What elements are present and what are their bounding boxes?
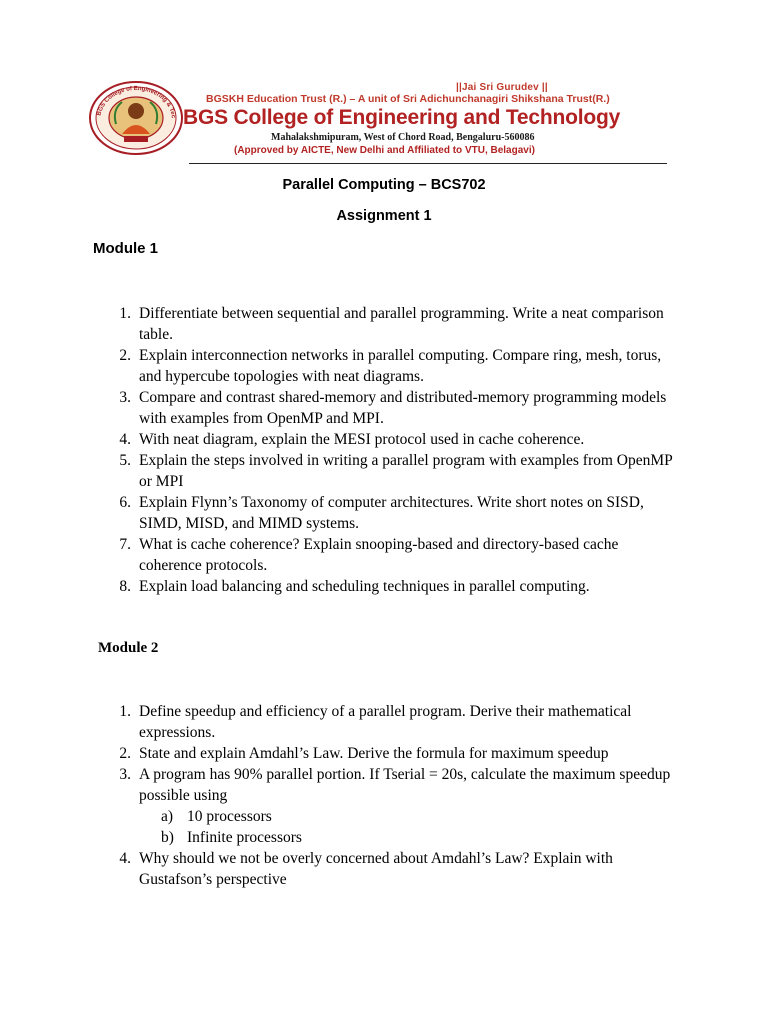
letterhead-trust: BGSKH Education Trust (R.) – A unit of Sri Adichunchanagiri Shikshana Trust(R.) xyxy=(206,93,610,105)
question-item xyxy=(113,492,673,534)
college-address: Mahalakshmipuram, West of Chord Road, Bengaluru-560086 xyxy=(271,132,535,143)
question-text: Differentiate between sequential and parallel programming. Write a neat comparison table. xyxy=(139,305,664,343)
question-text: Explain interconnection networks in parallel computing. Compare ring, mesh, torus, and hypercube topologies with neat diagrams. xyxy=(139,347,662,385)
question-text: Compare and contrast shared-memory and distributed-memory programming models with examples from OpenMP and MPI. xyxy=(139,389,667,427)
question-text: Why should we not be overly concerned about Amdahl’s Law? Explain with Gustafson’s perspective xyxy=(139,850,613,888)
college-name: BGS College of Engineering and Technology xyxy=(183,106,621,129)
question-item xyxy=(113,387,673,429)
question-item xyxy=(113,764,673,848)
question-number: 3. xyxy=(119,389,131,406)
college-approval: (Approved by AICTE, New Delhi and Affiliated to VTU, Belagavi) xyxy=(234,145,535,156)
question-number: 5. xyxy=(119,452,131,469)
question-number: 3. xyxy=(119,766,131,783)
sub-question-label: b) xyxy=(161,829,174,846)
question-item xyxy=(113,429,673,450)
question-number: 7. xyxy=(119,536,131,553)
question-item xyxy=(113,303,673,345)
question-text: A program has 90% parallel portion. If Tserial = 20s, calculate the maximum speedup possible using xyxy=(139,766,671,804)
letterhead-motto: ||Jai Sri Gurudev || xyxy=(456,82,548,93)
question-item xyxy=(113,450,673,492)
question-item xyxy=(113,534,673,576)
question-text: Explain the steps involved in writing a parallel program with examples from OpenMP or MPI xyxy=(139,452,673,490)
question-number: 1. xyxy=(119,305,131,322)
question-text: Explain Flynn’s Taxonomy of computer architectures. Write short notes on SISD, SIMD, MISD, and MIMD systems. xyxy=(139,494,644,532)
sub-question-item xyxy=(139,827,673,848)
letterhead-divider xyxy=(189,163,667,164)
college-seal-logo xyxy=(88,80,184,156)
sub-question-list xyxy=(139,806,673,848)
module-2-question-list xyxy=(113,701,673,890)
assignment-title: Assignment 1 xyxy=(336,208,432,224)
sub-question-text: 10 processors xyxy=(187,808,272,825)
question-text: Define speedup and efficiency of a parallel program. Derive their mathematical expressions. xyxy=(139,703,632,741)
module-1-question-list xyxy=(113,303,673,597)
question-item xyxy=(113,743,673,764)
question-item xyxy=(113,576,673,597)
svg-text:BGS College of Engineering & T: BGS College of Engineering & Tec xyxy=(96,85,176,119)
sub-question-label: a) xyxy=(161,808,174,825)
module-1-heading: Module 1 xyxy=(93,240,159,257)
question-number: 2. xyxy=(119,347,131,364)
question-number: 4. xyxy=(119,850,131,867)
course-title: Parallel Computing – BCS702 xyxy=(282,177,486,193)
module-2-heading: Module 2 xyxy=(98,640,159,656)
question-item xyxy=(113,345,673,387)
question-item xyxy=(113,848,673,890)
question-number: 2. xyxy=(119,745,131,762)
sub-question-item xyxy=(139,806,673,827)
question-number: 6. xyxy=(119,494,131,511)
question-number: 8. xyxy=(119,578,131,595)
question-item xyxy=(113,701,673,743)
question-number: 1. xyxy=(119,703,131,720)
question-number: 4. xyxy=(119,431,131,448)
question-text: What is cache coherence? Explain snooping-based and directory-based cache coherence protocols. xyxy=(139,536,619,574)
question-text: State and explain Amdahl’s Law. Derive the formula for maximum speedup xyxy=(139,745,609,762)
question-text: Explain load balancing and scheduling techniques in parallel computing. xyxy=(139,578,590,595)
letterhead xyxy=(86,78,676,170)
question-text: With neat diagram, explain the MESI protocol used in cache coherence. xyxy=(139,431,585,448)
sub-question-text: Infinite processors xyxy=(187,829,302,846)
